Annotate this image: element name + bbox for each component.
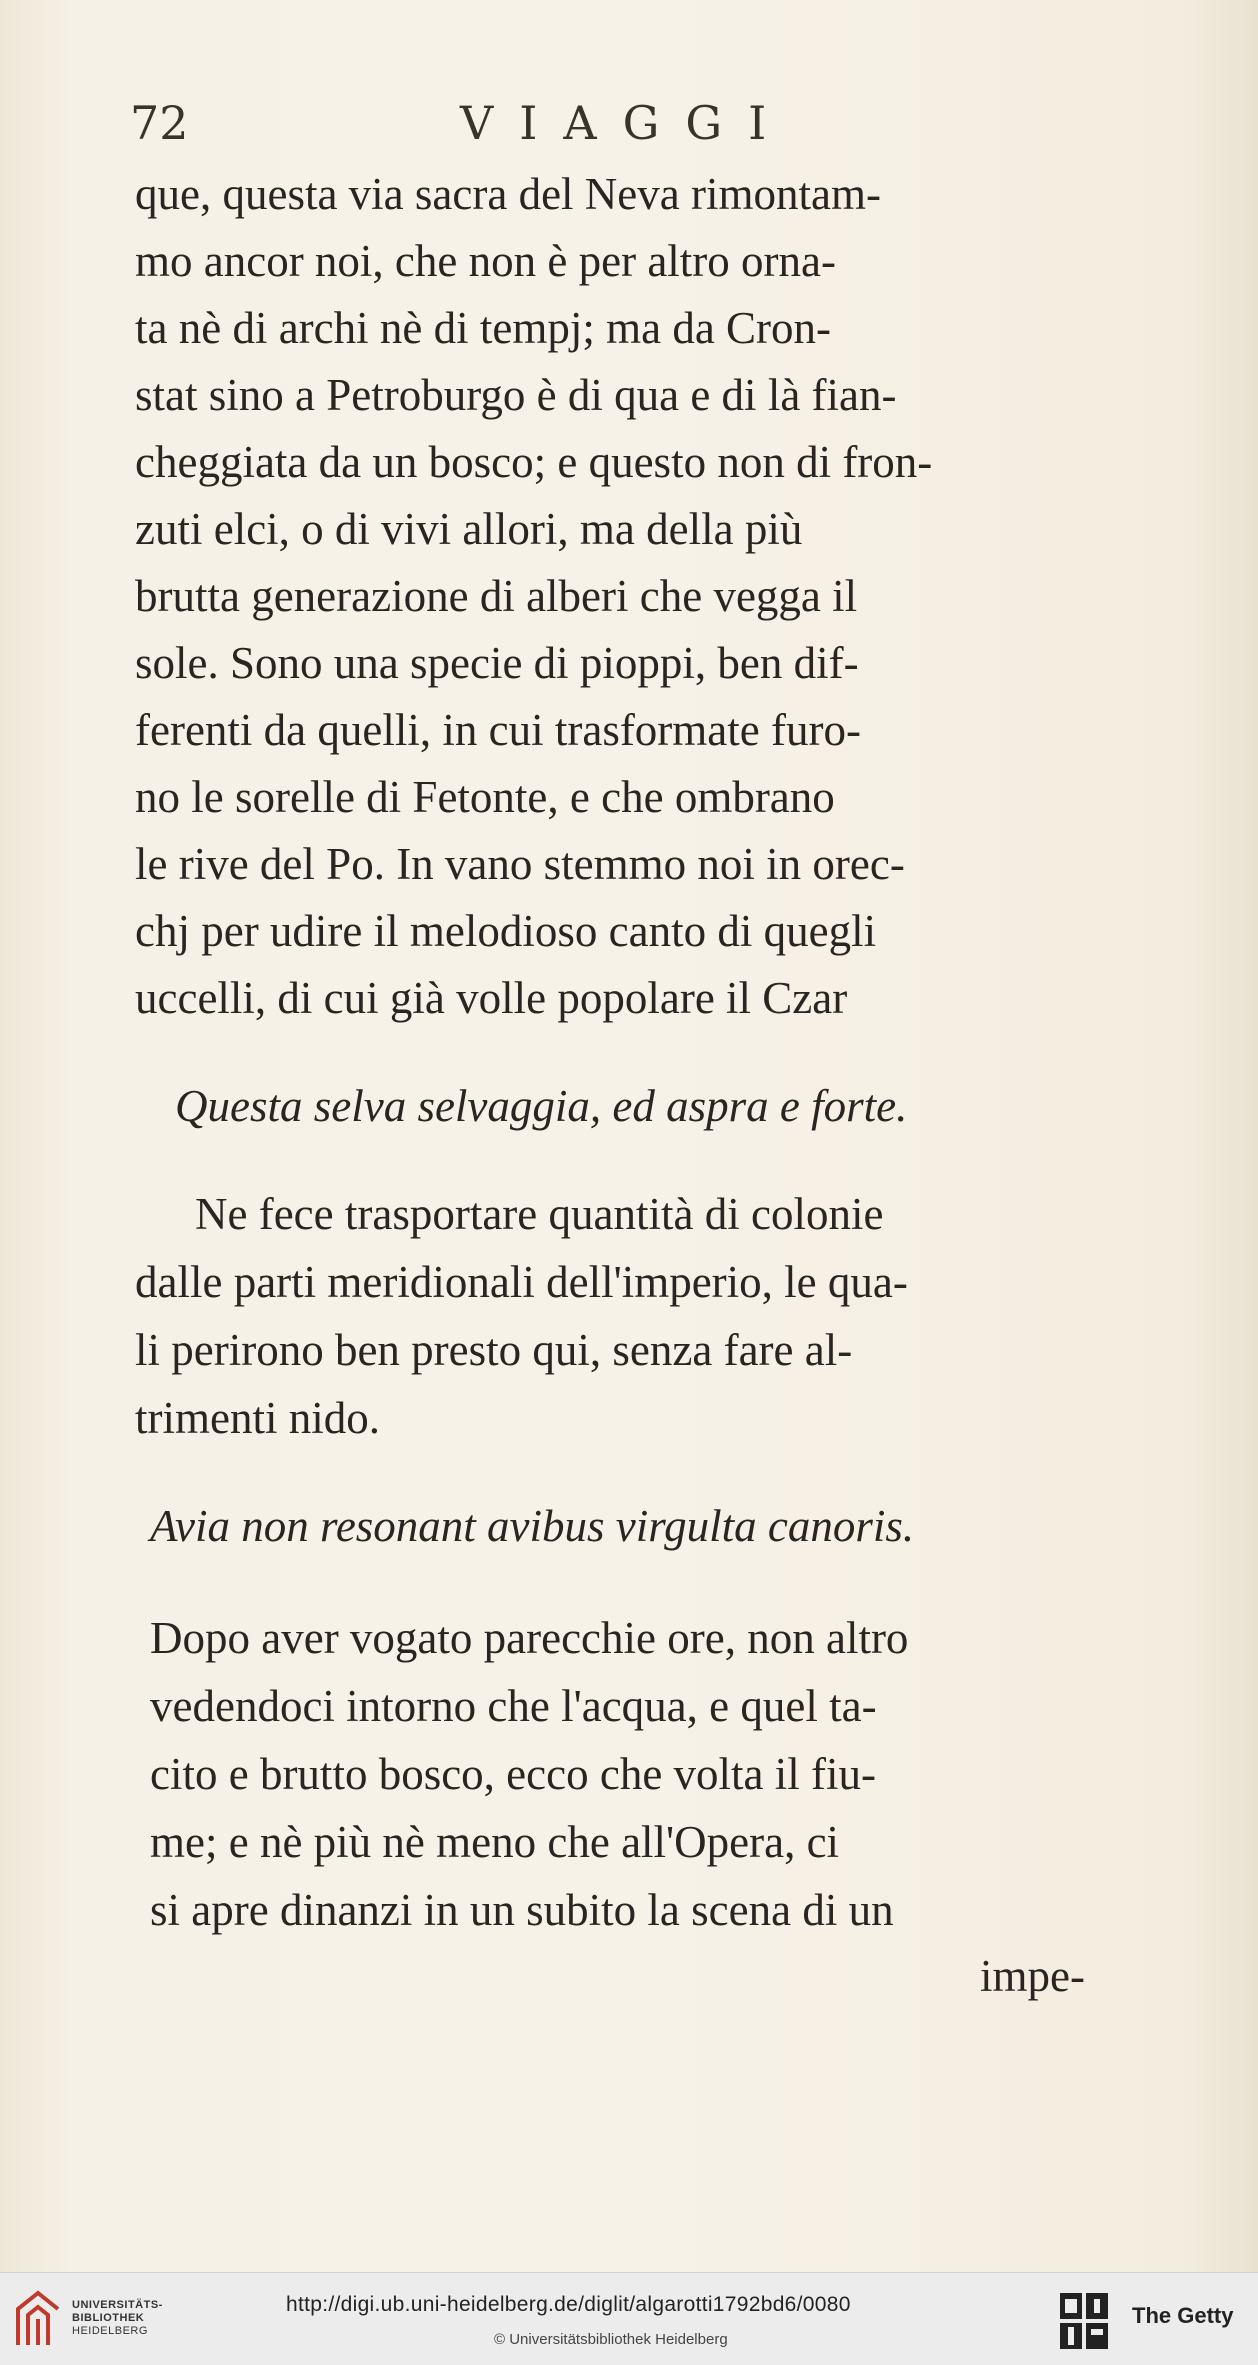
body-line: si apre dinanzi in un subito la scena di un (150, 1885, 894, 1935)
latin-quotation: Avia non resonant avibus virgulta canoris. (150, 1501, 915, 1551)
body-line: cheggiata da un bosco; e questo non di fron- (135, 437, 933, 487)
body-line: li perirono ben presto qui, senza fare al- (135, 1325, 853, 1375)
body-line: trimenti nido. (135, 1393, 380, 1443)
library-name (72, 2299, 163, 2338)
body-line: Dopo aver vogato parecchie ore, non altro (150, 1613, 909, 1663)
body-line: chj per udire il melodioso canto di quegli (135, 906, 877, 956)
body-line: stat sino a Petroburgo è di qua e di là fian- (135, 370, 897, 420)
body-line: Ne fece trasportare quantità di colonie (195, 1189, 884, 1239)
library-name-line: HEIDELBERG (72, 2325, 148, 2337)
body-line: uccelli, di cui già volle popolare il Czar (135, 973, 848, 1023)
body-line: vedendoci intorno che l'acqua, e quel ta- (150, 1681, 877, 1731)
verse-quotation: Questa selva selvaggia, ed aspra e forte. (175, 1081, 908, 1131)
body-line: le rive del Po. In vano stemmo noi in orec- (135, 839, 905, 889)
copyright-notice: © Universitätsbibliothek Heidelberg (494, 2331, 728, 2348)
library-name-line: BIBLIOTHEK (72, 2312, 145, 2324)
getty-logo-icon (1058, 2291, 1110, 2351)
running-title: VIAGGI (460, 96, 793, 150)
body-line: brutta generazione di alberi che vegga il (135, 571, 858, 621)
body-line: ta nè di archi nè di tempj; ma da Cron- (135, 303, 832, 353)
body-line: sole. Sono una specie di pioppi, ben dif- (135, 638, 859, 688)
page-number: 72 (130, 96, 189, 150)
permalink-url[interactable]: http://digi.ub.uni-heidelberg.de/diglit/algarotti1792bd6/0080 (286, 2293, 851, 2316)
body-line: que, questa via sacra del Neva rimontam- (135, 169, 881, 219)
body-line: no le sorelle di Fetonte, e che ombrano (135, 772, 835, 822)
body-line: me; e nè più nè meno che all'Opera, ci (150, 1817, 840, 1867)
viewer-footer (0, 2272, 1258, 2365)
body-line: cito e brutto bosco, ecco che volta il fiu- (150, 1749, 876, 1799)
university-library-logo-icon (14, 2289, 62, 2349)
body-line: ferenti da quelli, in cui trasformate furo- (135, 705, 861, 755)
catchword: impe- (980, 1951, 1085, 2001)
page-header (130, 96, 1180, 156)
body-line: mo ancor noi, che non è per altro orna- (135, 236, 836, 286)
body-line: zuti elci, o di vivi allori, ma della più (135, 504, 803, 554)
body-line: dalle parti meridionali dell'imperio, le qua- (135, 1257, 908, 1307)
getty-partner-name: The Getty (1132, 2303, 1234, 2328)
library-name-line: UNIVERSITÄTS- (72, 2299, 163, 2311)
